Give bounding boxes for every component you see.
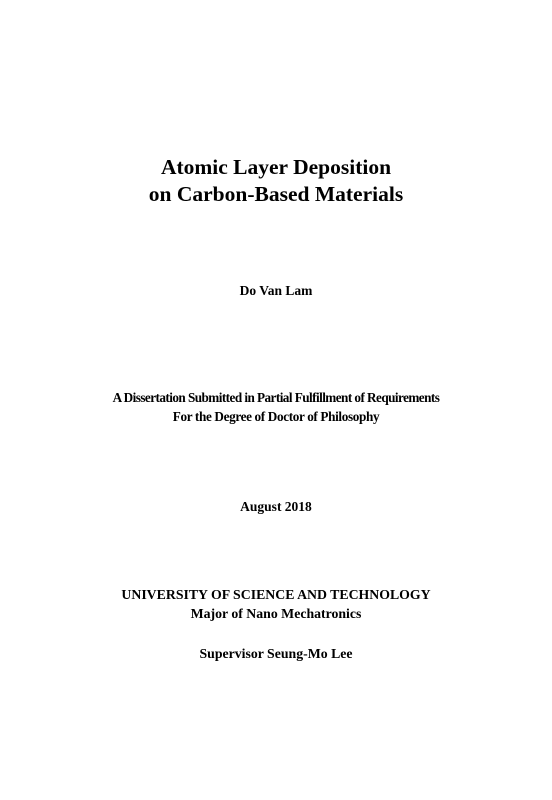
dissertation-title-line-2: on Carbon-Based Materials <box>148 182 404 206</box>
supervisor-name: Supervisor Seung-Mo Lee <box>199 646 353 661</box>
submission-statement-line-1: A Dissertation Submitted in Partial Fulfillment of Requirements <box>112 390 440 405</box>
author-name: Do Van Lam <box>239 283 313 298</box>
dissertation-title-line-1: Atomic Layer Deposition <box>160 155 392 179</box>
university-name: UNIVERSITY OF SCIENCE AND TECHNOLOGY <box>121 587 431 602</box>
major-name: Major of Nano Mechatronics <box>190 606 362 621</box>
submission-date: August 2018 <box>240 499 312 514</box>
submission-statement-line-2: For the Degree of Doctor of Philosophy <box>172 409 380 424</box>
